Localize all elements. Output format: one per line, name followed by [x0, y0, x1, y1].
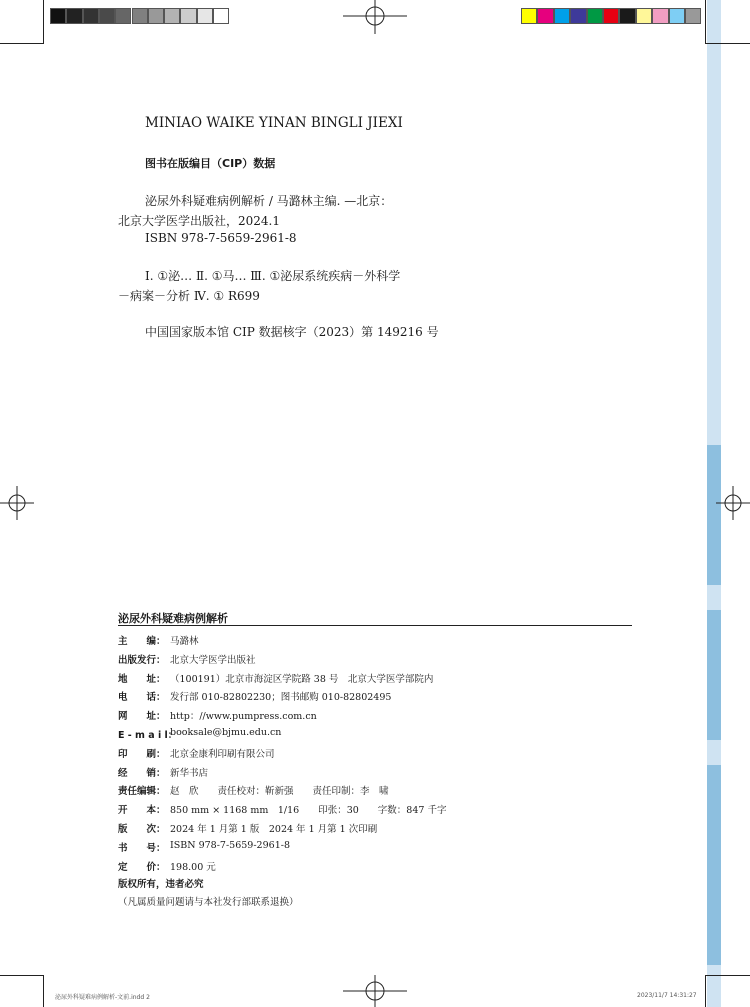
colophon-row [118, 859, 216, 873]
copyright-notice: 版权所有，违者必究 [118, 879, 204, 890]
color-swatch [619, 8, 635, 24]
colophon-key: 电 话： [118, 692, 166, 704]
gray-swatch [164, 8, 180, 24]
colophon-key: 责任编辑： [118, 786, 166, 798]
gray-swatch [180, 8, 196, 24]
registration-mark-bottom [343, 975, 407, 1007]
color-swatch [521, 8, 537, 24]
colophon-value: 北京金康利印刷有限公司 [170, 748, 275, 760]
colophon-key: 定 价： [118, 861, 166, 873]
color-swatch [570, 8, 586, 24]
cip-record-number: 中国国家版本馆 CIP 数据核字（2023）第 149216 号 [145, 325, 439, 339]
cip-classification-1: Ⅰ. ①泌… Ⅱ. ①马… Ⅲ. ①泌尿系统疾病－外科学 [145, 269, 401, 283]
colophon-value: 新华书店 [170, 767, 209, 779]
color-swatch [554, 8, 570, 24]
colophon-row [118, 689, 391, 703]
color-swatch [603, 8, 619, 24]
color-swatch [537, 8, 553, 24]
colophon-key: 主 编： [118, 636, 166, 647]
cip-isbn: ISBN 978-7-5659-2961-8 [145, 231, 297, 245]
colophon-key: 印 刷： [118, 748, 166, 760]
pinyin-title: MINIAO WAIKE YINAN BINGLI JIEXI [145, 115, 403, 131]
gray-swatch [197, 8, 213, 24]
colophon-key: 经 销： [118, 767, 166, 779]
color-swatch [652, 8, 668, 24]
gray-swatch [83, 8, 99, 24]
colophon-row [118, 821, 377, 835]
colophon-key: 地 址： [118, 673, 166, 685]
colophon-row [118, 708, 317, 722]
colophon-row [118, 671, 433, 685]
colophon-row [118, 746, 275, 760]
gray-swatch [132, 8, 148, 24]
color-swatch [669, 8, 685, 24]
color-swatch [636, 8, 652, 24]
colophon-key: 出版发行： [118, 654, 166, 666]
colophon-value: 赵 欣 责任校对：靳新强 责任印制：李 啸 [170, 786, 389, 798]
colophon-key: 版 次： [118, 824, 166, 835]
colophon-divider [118, 625, 632, 626]
gray-swatch [115, 8, 131, 24]
gray-swatch [148, 8, 164, 24]
colophon-key: 书 号： [118, 842, 166, 854]
gray-swatch [99, 8, 115, 24]
colophon-row [118, 840, 290, 854]
cip-heading: 图书在版编目（CIP）数据 [145, 157, 276, 170]
colophon-value: （100191）北京市海淀区学院路 38 号 北京大学医学部院内 [170, 673, 434, 685]
registration-mark-top [343, 0, 407, 34]
colophon-value: ISBN 978-7-5659-2961-8 [170, 839, 290, 851]
color-swatch [685, 8, 701, 24]
registration-mark-right [716, 486, 750, 520]
registration-mark-left [0, 486, 34, 520]
colophon-value: 北京大学医学出版社 [170, 654, 256, 666]
colophon-row [118, 802, 446, 816]
color-swatch [587, 8, 603, 24]
gray-swatch [213, 8, 229, 24]
colophon-value: 850 mm × 1168 mm 1/16 印张：30 字数：847 千字 [170, 805, 447, 817]
gray-swatch [66, 8, 82, 24]
colophon-row [118, 765, 208, 779]
colophon-key: E - m a i l： [118, 730, 178, 741]
colophon-row [118, 783, 389, 797]
return-notice: （凡属质量问题请与本社发行部联系退换） [118, 897, 299, 908]
side-tab-2 [707, 610, 721, 740]
colophon-title: 泌尿外科疑难病例解析 [118, 612, 228, 625]
colophon-row [118, 727, 281, 741]
cip-classification-2: －病案－分析 Ⅳ. ① R699 [118, 289, 260, 303]
side-tab-3 [707, 765, 721, 965]
footer-filename: 泌尿外科疑难病例解析-文前.indd 2 [55, 994, 150, 1001]
colophon-key: 网 址： [118, 711, 166, 723]
colophon-value: booksale@bjmu.edu.cn [170, 727, 282, 738]
cip-line-2: 北京大学医学出版社，2024.1 [118, 214, 280, 228]
colophon-value: 2024 年 1 月第 1 版 2024 年 1 月第 1 次印刷 [170, 824, 378, 835]
colophon-value: http：//www.pumpress.com.cn [170, 711, 317, 723]
colophon-row [118, 652, 256, 666]
cip-line-1: 泌尿外科疑难病例解析 / 马潞林主编. —北京： [145, 194, 393, 208]
gray-swatch [50, 8, 66, 24]
colophon-value: 198.00 元 [170, 861, 216, 873]
colophon-key: 开 本： [118, 805, 166, 817]
footer-timestamp: 2023/11/7 14:31:27 [637, 992, 697, 999]
colophon-value: 马潞林 [170, 636, 199, 647]
colophon-row [118, 633, 199, 647]
colophon-value: 发行部 010-82802230；图书邮购 010-82802495 [170, 692, 392, 704]
